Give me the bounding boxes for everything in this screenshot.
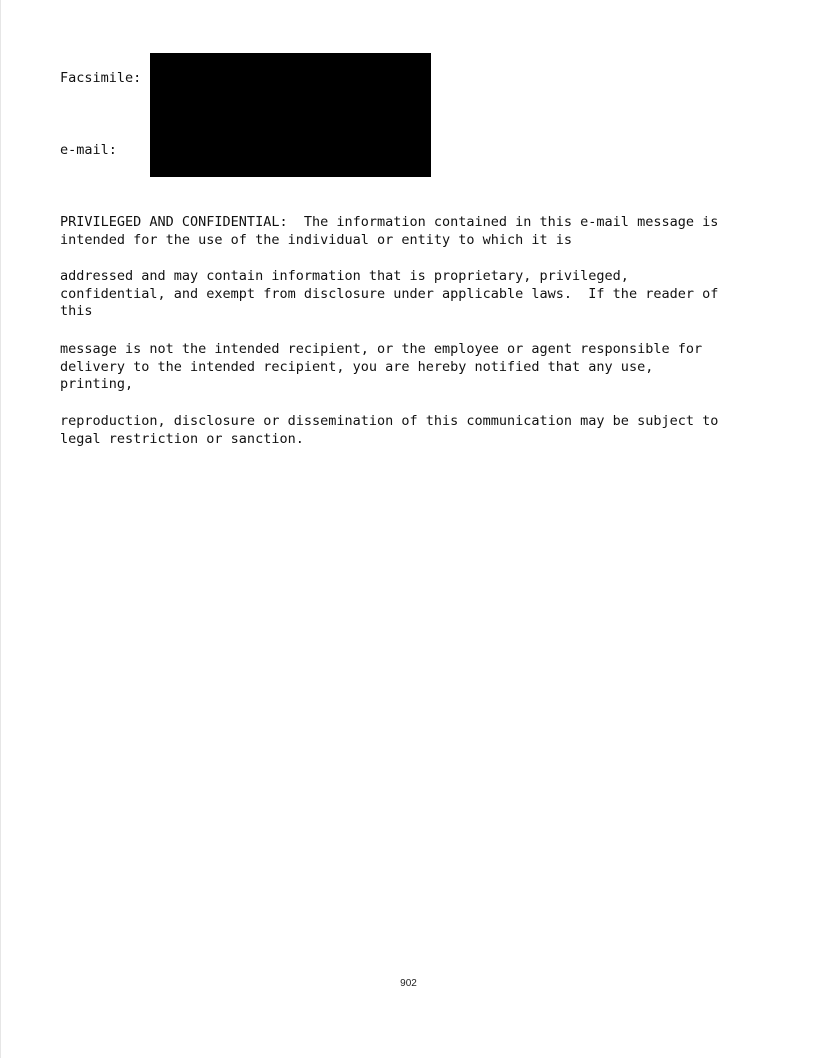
confidentiality-paragraph-1 (60, 214, 760, 249)
paragraph-line: addressed and may contain information that is proprietary, privileged, (60, 268, 629, 284)
paragraph-line: confidential, and exempt from disclosure under applicable laws. If the reader of (60, 285, 719, 302)
paragraph-line: message is not the intended recipient, or the employee or agent responsible for (60, 341, 703, 357)
paragraph-line: intended for the use of the individual or entity to which it is (60, 231, 573, 248)
paragraph-line: legal restriction or sanction. (60, 430, 304, 447)
paragraph-line: printing, (60, 376, 134, 392)
paragraph-line: delivery to the intended recipient, you are hereby notified that any use, (60, 358, 654, 375)
paragraph-line: reproduction, disclosure or dissemination of this communication may be subject to (60, 413, 719, 429)
page-edge (0, 0, 1, 1058)
page-number: 902 (400, 978, 417, 989)
confidentiality-paragraph-3 (60, 341, 760, 394)
confidentiality-paragraph-4 (60, 413, 760, 448)
facsimile-label: Facsimile: (60, 70, 142, 86)
email-label: e-mail: (60, 142, 117, 158)
confidentiality-paragraph-2 (60, 268, 760, 321)
paragraph-line: this (60, 303, 93, 319)
paragraph-line: PRIVILEGED AND CONFIDENTIAL: The information contained in this e-mail message is (60, 214, 719, 230)
redaction-box (150, 53, 431, 177)
